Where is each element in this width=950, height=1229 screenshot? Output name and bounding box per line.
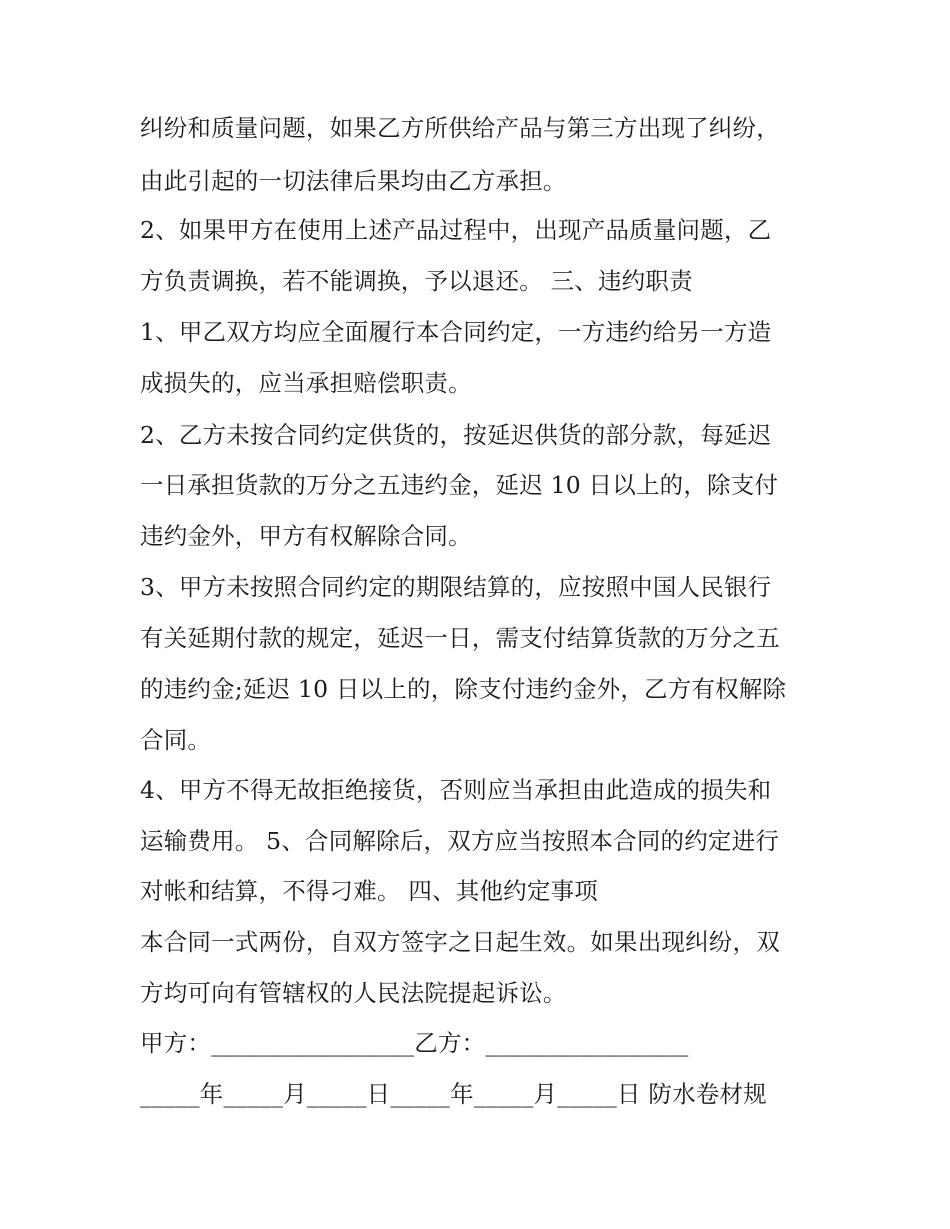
text-line: 1、甲乙双方均应全面履行本合同约定，一方违约给另一方造 xyxy=(140,318,772,346)
text-line: 有关延期付款的规定，延迟一日，需支付结算货款的万分之五 xyxy=(140,624,780,652)
text-line: 纠纷和质量问题，如果乙方所供给产品与第三方出现了纠纷， xyxy=(140,114,780,142)
text-line: 方负责调换，若不能调换，予以退还。 三、违约职责 xyxy=(140,267,693,295)
text-line: 2、乙方未按合同约定供货的，按延迟供货的部分款，每延迟 xyxy=(140,421,772,449)
text-line: 的违约金;延迟 10 日以上的，除支付违约金外，乙方有权解除 xyxy=(140,675,787,703)
text-line: 合同。 xyxy=(140,726,212,754)
text-line: 3、甲方未按照合同约定的期限结算的，应按照中国人民银行 xyxy=(140,573,772,601)
signature-line: 甲方：_________________乙方：_________________ xyxy=(140,1029,689,1057)
text-line: 运输费用。 5、合同解除后，双方应当按照本合同的约定进行 xyxy=(140,827,780,855)
text-line: 由此引起的一切法律后果均由乙方承担。 xyxy=(140,167,567,195)
text-line: 4、甲方不得无故拒绝接货，否则应当承担由此造成的损失和 xyxy=(140,776,772,804)
text-line: 成损失的，应当承担赔偿职责。 xyxy=(140,369,472,397)
text-line: 对帐和结算，不得刁难。 四、其他约定事项 xyxy=(140,877,598,905)
text-line: 一日承担货款的万分之五违约金，延迟 10 日以上的，除支付 xyxy=(140,471,779,499)
text-line: 本合同一式两份，自双方签字之日起生效。如果出现纠纷，双 xyxy=(140,928,780,956)
text-line: 2、如果甲方在使用上述产品过程中，出现产品质量问题，乙 xyxy=(140,216,772,244)
text-line: 方均可向有管辖权的人民法院提起诉讼。 xyxy=(140,979,567,1007)
date-line: _____年_____月_____日_____年_____月_____日 防水卷材规 xyxy=(140,1080,767,1108)
text-line: 违约金外，甲方有权解除合同。 xyxy=(140,522,472,550)
